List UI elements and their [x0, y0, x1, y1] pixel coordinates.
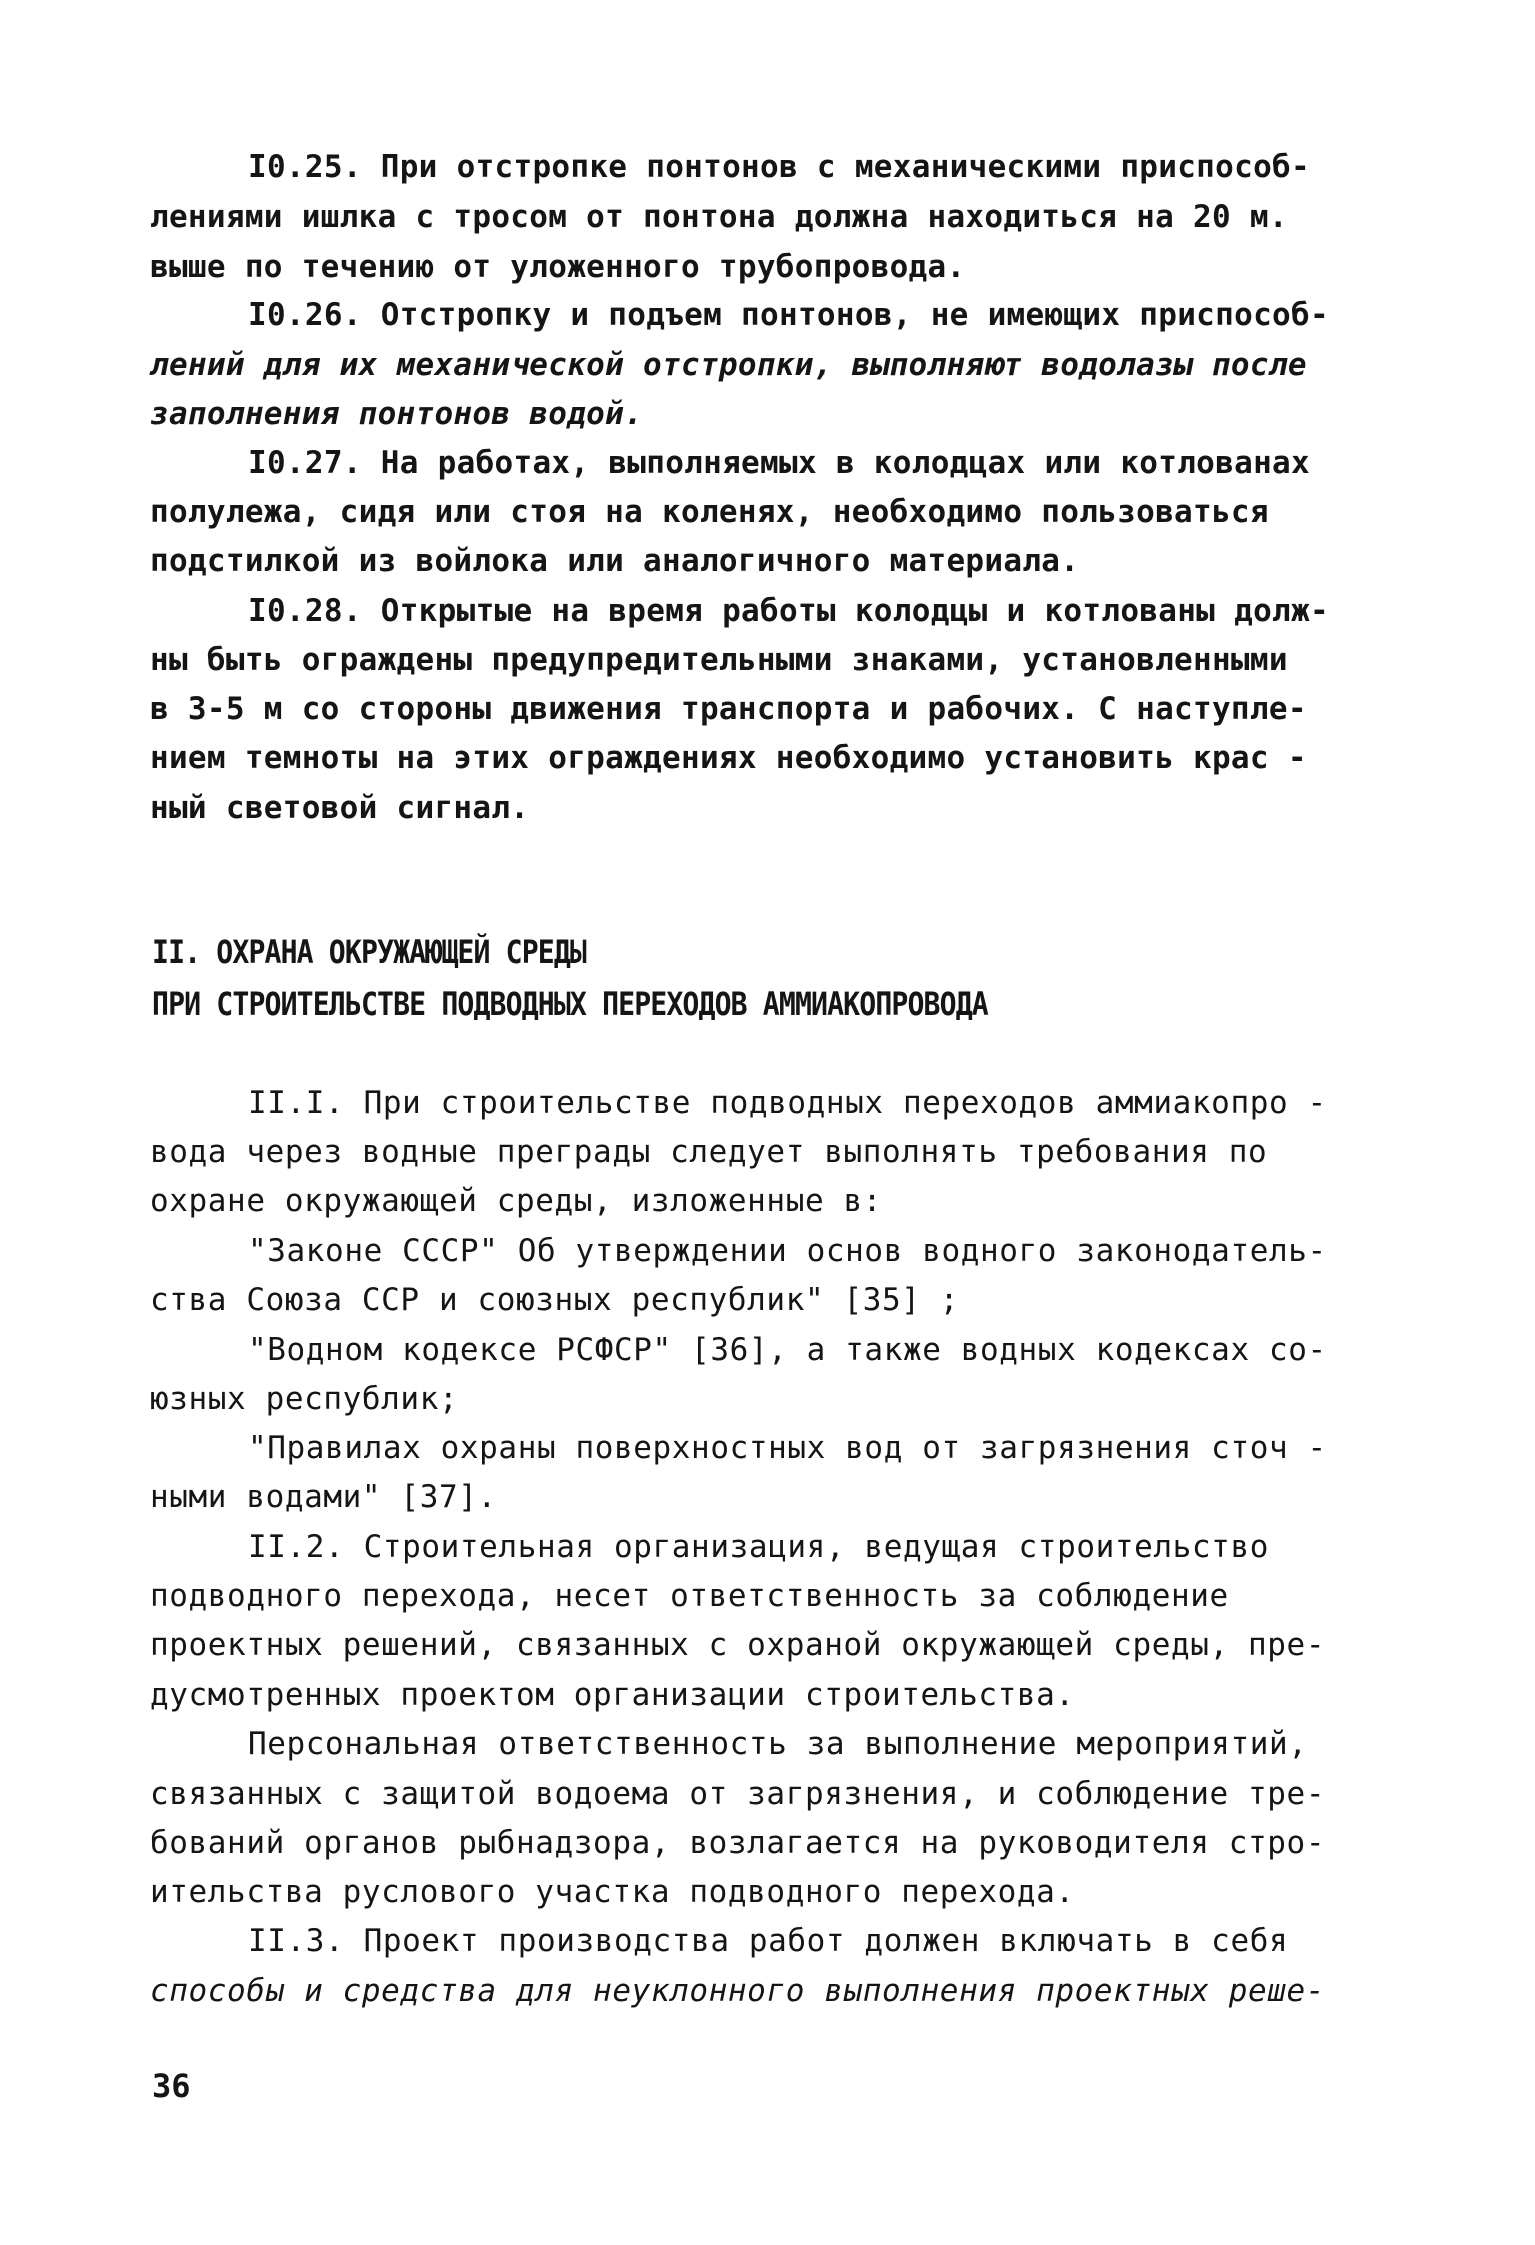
- law-reference-line-1: "Законе СССР" Об утверждении основ водного законодатель-: [248, 1233, 1327, 1269]
- paragraph-10-25-line-1: I0.25. При отстропке понтонов с механическими приспособ-: [248, 149, 1310, 185]
- protection-rules-line-1: "Правилах охраны поверхностных вод от загрязнения сточ -: [248, 1430, 1327, 1466]
- paragraph-11-2-line-2: подводного перехода, несет ответственность за соблюдение: [150, 1578, 1229, 1614]
- paragraph-11-3-line-1: II.3. Проект производства работ должен включать в себя: [248, 1923, 1289, 1959]
- paragraph-10-28-line-3: в 3-5 м со стороны движения транспорта и рабочих. С наступле-: [150, 691, 1307, 727]
- law-reference-line-2: ства Союза ССР и союзных республик" [35] ;: [150, 1282, 960, 1318]
- section-heading-line-1: II. ОХРАНА ОКРУЖАЮЩЕЙ СРЕДЫ: [152, 933, 586, 971]
- paragraph-10-25-line-2: лениями ишлка с тросом от понтона должна находиться на 20 м.: [150, 199, 1288, 235]
- protection-rules-line-2: ными водами" [37].: [150, 1479, 497, 1515]
- paragraph-11-1-line-3: охране окружающей среды, изложенные в:: [150, 1183, 883, 1219]
- page-number: 36: [152, 2067, 191, 2105]
- paragraph-10-27-line-3: подстилкой из войлока или аналогичного материала.: [150, 543, 1080, 579]
- paragraph-11-2-line-4: дусмотренных проектом организации строительства.: [150, 1677, 1075, 1713]
- paragraph-10-25-line-3: выше по течению от уложенного трубопровода.: [150, 249, 966, 285]
- paragraph-10-28-line-4: нием темноты на этих ограждениях необходимо установить крас -: [150, 740, 1307, 776]
- paragraph-10-28-line-1: I0.28. Открытые на время работы колодцы и котлованы долж-: [248, 593, 1329, 629]
- section-heading-line-2: ПРИ СТРОИТЕЛЬСТВЕ ПОДВОДНЫХ ПЕРЕХОДОВ АММИАКОПРОВОДА: [152, 985, 988, 1023]
- responsibility-line-1: Персональная ответственность за выполнение мероприятий,: [248, 1726, 1308, 1762]
- water-code-line-2: юзных республик;: [150, 1381, 459, 1417]
- paragraph-11-2-line-1: II.2. Строительная организация, ведущая строительство: [248, 1529, 1269, 1565]
- responsibility-line-2: связанных с защитой водоема от загрязнения, и соблюдение тре-: [150, 1776, 1326, 1812]
- paragraph-10-26-line-1: I0.26. Отстропку и подъем понтонов, не имеющих приспособ-: [248, 297, 1329, 333]
- paragraph-10-26-line-2: лений для их механической отстропки, выполняют водолазы после: [150, 347, 1307, 383]
- paragraph-11-1-line-1: II.I. При строительстве подводных переходов аммиакопро -: [248, 1085, 1327, 1121]
- paragraph-10-27-line-2: полулежа, сидя или стоя на коленях, необходимо пользоваться: [150, 494, 1269, 530]
- paragraph-11-3-line-2: способы и средства для неуклонного выполнения проектных реше-: [150, 1973, 1326, 2009]
- paragraph-10-27-line-1: I0.27. На работах, выполняемых в колодцах или котлованах: [248, 445, 1310, 481]
- paragraph-10-26-line-3: заполнения понтонов водой.: [150, 396, 644, 432]
- paragraph-10-28-line-5: ный световой сигнал.: [150, 790, 530, 826]
- responsibility-line-4: ительства руслового участка подводного перехода.: [150, 1874, 1075, 1910]
- paragraph-11-1-line-2: вода через водные преграды следует выполнять требования по: [150, 1134, 1268, 1170]
- responsibility-line-3: бований органов рыбнадзора, возлагается на руководителя стро-: [150, 1825, 1326, 1861]
- water-code-line-1: "Водном кодексе РСФСР" [36], а также водных кодексах со-: [248, 1332, 1327, 1368]
- paragraph-10-28-line-2: ны быть ограждены предупредительными знаками, установленными: [150, 642, 1288, 678]
- paragraph-11-2-line-3: проектных решений, связанных с охраной окружающей среды, пре-: [150, 1627, 1326, 1663]
